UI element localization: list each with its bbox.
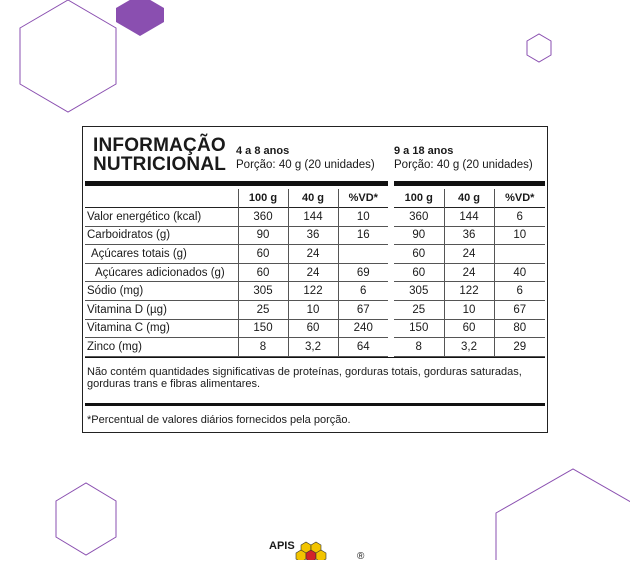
table-row: 360 144 6 [394, 208, 545, 227]
row-label: Açúcares adicionados (g) [95, 266, 225, 279]
divider [85, 357, 545, 358]
nutrition-facts-panel [82, 126, 548, 433]
table-row: Sódio (mg) 305 122 6 [85, 282, 388, 301]
col-header: 40 g [288, 189, 338, 208]
table-header-row [394, 189, 545, 208]
row-label: Açúcares totais (g) [91, 248, 187, 261]
table-header-row [85, 189, 388, 208]
row-label: Zinco (mg) [87, 341, 142, 354]
thick-divider [85, 403, 545, 406]
col-header: %VD* [338, 189, 388, 208]
group-9-18-header: 9 a 18 anos Porção: 40 g (20 unidades) [394, 145, 533, 171]
row-label: Vitamina D (µg) [87, 303, 167, 316]
row-label: Sódio (mg) [87, 285, 144, 298]
group-4-8-header: 4 a 8 anos Porção: 40 g (20 unidades) [236, 145, 375, 171]
panel-title: INFORMAÇÃO NUTRICIONAL [93, 135, 227, 175]
table-row: 305 122 6 [394, 282, 545, 301]
table-9-18 [394, 189, 545, 357]
nutrient-note: Não contém quantidades significativas de proteínas, gorduras totais, gorduras saturadas, gorduras trans e fibras alimentares. [87, 366, 522, 390]
col-header: %VD* [494, 189, 545, 208]
footnote: *Percentual de valores diários fornecidos pela porção. [87, 414, 351, 426]
table-4-8 [85, 189, 388, 357]
table-row: Zinco (mg) 8 3,2 64 [85, 338, 388, 357]
brand-logo-text: APIS [269, 540, 295, 552]
col-header: 100 g [238, 189, 288, 208]
hexagon-top-right-small [527, 34, 551, 62]
table-row: 25 10 67 [394, 301, 545, 320]
col-header: 100 g [404, 192, 433, 205]
hexagon-bottom-left [56, 483, 116, 555]
table-row: Açúcares totais (g) 60 24 [85, 245, 388, 264]
thick-separator-right [394, 181, 545, 186]
table-row: 90 36 10 [394, 226, 545, 245]
registered-mark: ® [357, 551, 365, 562]
table-row: Carboidratos (g) 90 36 16 [85, 226, 388, 245]
table-row: 60 24 [394, 245, 545, 264]
hexagon-top-filled [116, 0, 164, 36]
col-header: 40 g [444, 189, 494, 208]
table-row: Vitamina D (µg) 25 10 67 [85, 301, 388, 320]
table-row: 60 24 40 [394, 263, 545, 282]
table-row: 150 60 80 [394, 319, 545, 338]
table-row: Valor energético (kcal) 360 144 10 [85, 208, 388, 227]
table-row: 8 3,2 29 [394, 338, 545, 357]
hexagon-bottom-right [496, 469, 630, 560]
row-label: Carboidratos (g) [87, 229, 171, 242]
row-label: Valor energético (kcal) [87, 210, 202, 223]
table-row: Vitamina C (mg) 150 60 240 [85, 319, 388, 338]
table-row: Açúcares adicionados (g) 60 24 69 [85, 263, 388, 282]
logo-honeycomb-icon [296, 542, 326, 560]
thick-separator-left [85, 181, 388, 186]
row-label: Vitamina C (mg) [87, 322, 170, 335]
hexagon-top-left [20, 0, 116, 112]
